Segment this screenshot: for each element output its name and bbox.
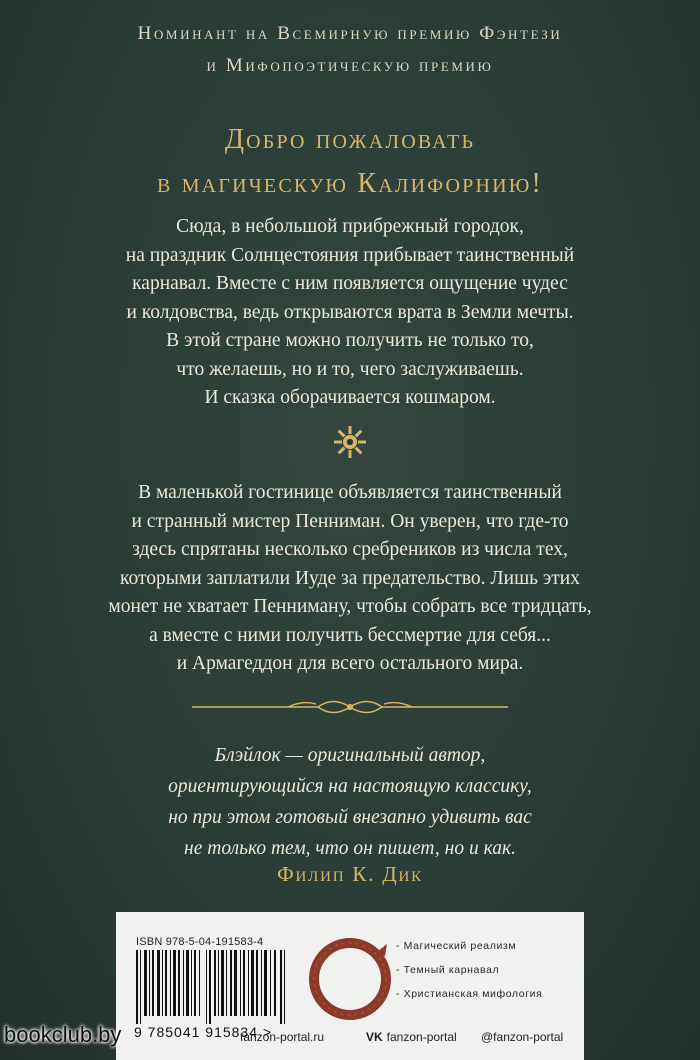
barcode-digits: 9 785041 915834 > (134, 1024, 273, 1040)
description-paragraph-2 (0, 479, 700, 679)
review-quote (0, 740, 700, 864)
text-line: и колдовства, ведь открываются врата в Земли мечты. (126, 301, 574, 323)
text-line: В этой стране можно получить не только то, (166, 330, 534, 351)
text-line: на праздник Солнцестояния прибывает таинственный (125, 244, 575, 266)
genre-tag: - Христианская мифология (396, 988, 543, 1000)
quote-author: Филип К. Дик (277, 862, 423, 886)
text-line: И сказка оборачивается кошмаром. (204, 387, 496, 408)
text-line: и странный мистер Пенниман. Он уверен, что где-то (131, 510, 569, 532)
ornamental-divider-icon (188, 692, 512, 722)
genre-tag: - Магический реализм (396, 940, 517, 952)
isbn-label: ISBN 978-5-04-191583-4 (136, 936, 264, 948)
text-line: здесь спрятаны несколько сребреников из числа тех, (132, 539, 568, 560)
quote-line: но при этом готовый внезапно удивить вас (168, 807, 532, 828)
vk-icon: VK (366, 1030, 383, 1044)
ouroboros-icon (301, 930, 399, 1028)
text-line: и Армагеддон для всего остального мира. (176, 653, 524, 674)
welcome-heading (0, 118, 700, 206)
description-paragraph-1 (0, 213, 700, 413)
text-line: а вместе с ними получить бессмертие для себя... (149, 624, 551, 646)
social-handle: @fanzon-portal (481, 1030, 564, 1044)
quote-line: не только тем, что он пишет, но и как. (184, 838, 516, 859)
text-line: что желаешь, но и то, чего заслуживаешь. (176, 358, 524, 380)
nominee-line-2: и Мифопоэтическую премию (206, 55, 494, 76)
genre-tags (396, 934, 586, 1006)
nominee-line-1: Номинант на Всемирную премию Фэнтези (137, 23, 563, 44)
welcome-line-2: в магическую Калифорнию! (156, 168, 544, 199)
quote-line: ориентирующийся на настоящую классику, (168, 776, 532, 797)
award-nominee-header (0, 18, 700, 82)
website-link: fanzon-portal.ru (240, 1030, 325, 1044)
welcome-line-1: Добро пожаловать (224, 124, 476, 155)
sun-ornament-icon (332, 424, 368, 460)
vk-link (366, 1030, 457, 1044)
text-line: которыми заплатили Иуде за предательство. Лишь этих (120, 567, 580, 589)
text-line: В маленькой гостинице объявляется таинственный (138, 482, 562, 503)
publisher-info-panel (116, 912, 584, 1060)
text-line: карнавал. Вместе с ним появляется ощущение чудес (132, 273, 568, 294)
text-line: Сюда, в небольшой прибрежный городок, (176, 216, 524, 237)
genre-tag: - Темный карнавал (396, 964, 500, 976)
watermark: bookclub.by (4, 1022, 122, 1047)
vk-label: fanzon-portal (386, 1030, 457, 1044)
barcode-icon (134, 950, 290, 1024)
quote-line: Блэйлок — оригинальный автор, (214, 745, 486, 766)
text-line: монет не хватает Пенниману, чтобы собрать все тридцать, (108, 596, 592, 617)
